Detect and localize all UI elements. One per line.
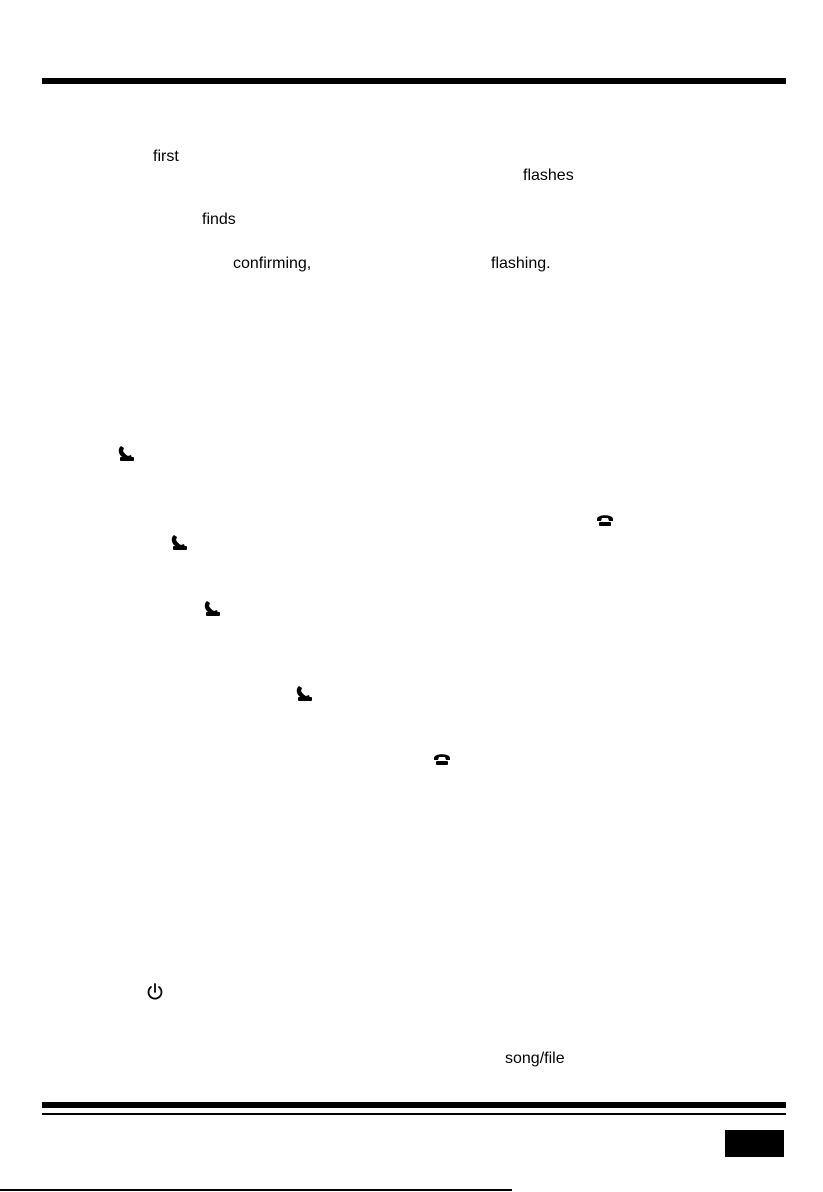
- phone-call-icon: [203, 599, 223, 617]
- word-first: first: [153, 148, 179, 165]
- header-rule: [42, 78, 786, 84]
- phone-hangup-icon: [432, 751, 452, 767]
- bottom-trim-line: [0, 1189, 512, 1191]
- word-flashing: flashing.: [491, 255, 551, 272]
- power-icon: [146, 982, 164, 1002]
- page-badge: [725, 1130, 784, 1157]
- word-song-file: song/file: [505, 1050, 565, 1067]
- phone-call-icon: [117, 444, 137, 462]
- phone-hangup-icon: [595, 512, 615, 528]
- word-confirming: confirming,: [233, 255, 312, 272]
- footer-rule-thick: [42, 1102, 786, 1108]
- word-finds: finds: [202, 211, 236, 228]
- phone-call-icon: [295, 684, 315, 702]
- word-flashes: flashes: [523, 167, 574, 184]
- phone-call-icon: [170, 533, 190, 551]
- footer-rule-thin: [42, 1113, 786, 1115]
